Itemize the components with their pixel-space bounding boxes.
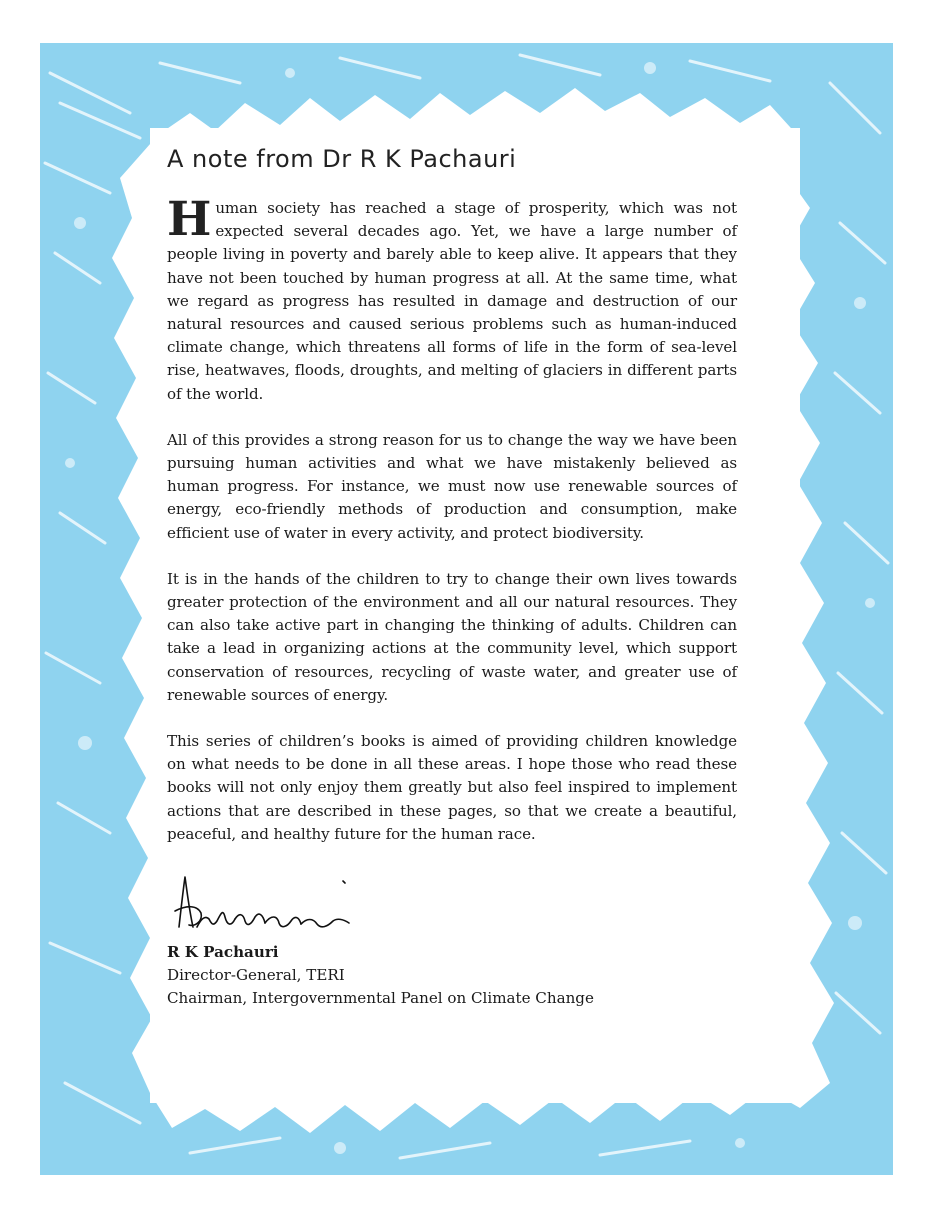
paragraph-2: All of this provides a strong reason for us to change the way we have been pursuing human activities and what we have mistakenly believed as human progress. For instance, we must now use renewable sources of energy, eco-friendly methods of production and consumption, make efficient use of water in every activity, and protect biodiversity. bbox=[167, 430, 737, 542]
handwritten-signature-icon bbox=[167, 869, 367, 939]
signatory-role-1: Director-General, TERI bbox=[167, 966, 345, 985]
paragraph-3: It is in the hands of the children to try to change their own lives towards greater protection of the environment and all our natural resources. They can also take active part in changing the thinking of adults. Children can take a lead in organizing actions at the community level, which support conservation of resources, recycling of waste water, and greater use of renewable sources of energy. bbox=[167, 569, 737, 704]
paragraph-1 bbox=[167, 192, 737, 406]
drop-cap: H bbox=[167, 192, 212, 247]
signatory-role-2: Chairman, Intergovernmental Panel on Climate Change bbox=[167, 989, 594, 1008]
page-title: A note from Dr R K Pachauri bbox=[167, 145, 517, 173]
paragraph-1-text: uman society has reached a stage of prosperity, which was not expected several decades ago. Yet, we have a large number of people living in poverty and barely able to keep alive. It appears that they have not been touched by human progress at all. At the same time, what we regard as progress has resulted in damage and destruction of our natural resources and caused serious problems such as human-induced climate change, which threatens all forms of life in the form of sea-level rise, heatwaves, floods, droughts, and melting of glaciers in different parts of the world. bbox=[167, 199, 737, 403]
signatory-name: R K Pachauri bbox=[167, 943, 279, 962]
paragraph-4: This series of children’s books is aimed of providing children knowledge on what needs to be done in all these areas. I hope those who read these books will not only enjoy them greatly but also feel inspired to implement actions that are described in these pages, so that we create a beautiful, peaceful, and healthy future for the human race. bbox=[167, 732, 737, 843]
letter-content bbox=[167, 145, 737, 1010]
signature-block bbox=[167, 941, 737, 1010]
